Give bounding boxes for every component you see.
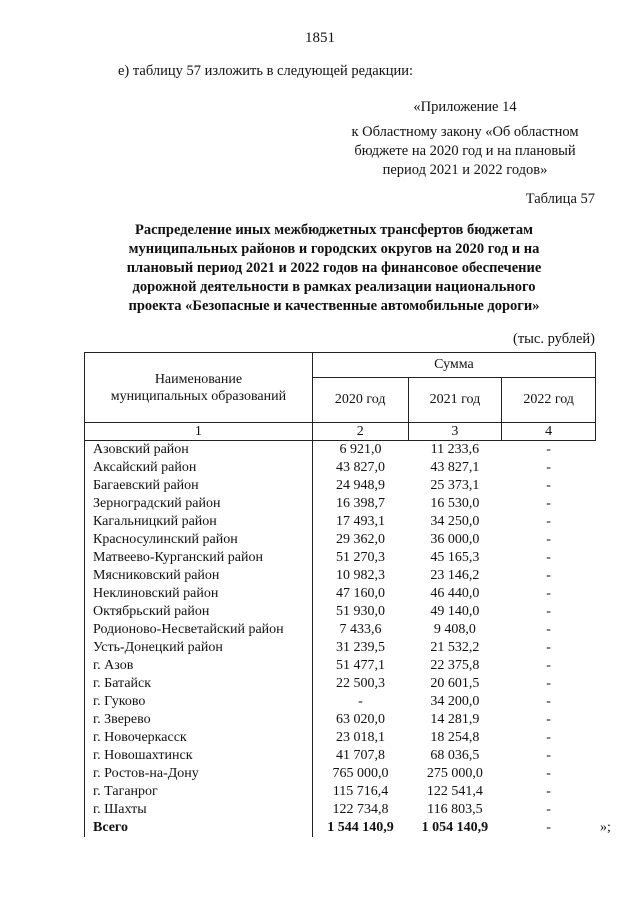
municipality-name: г. Таганрог [85,783,313,801]
table-row [85,441,596,460]
municipality-name: г. Батайск [85,675,313,693]
value-2020: 51 930,0 [335,604,385,619]
page-number: 1851 [305,30,335,46]
value-2020: 765 000,0 [332,766,389,781]
municipality-name: г. Зверево [85,711,313,729]
table-row [85,729,596,747]
header-sum: Сумма [312,353,595,378]
value-2022: - [546,514,551,529]
table-row [85,603,596,621]
value-2020: 7 433,6 [339,622,382,637]
value-2022: - [546,766,551,781]
appendix-line: «Приложение 14 [413,99,517,115]
value-2021: 116 803,5 [427,802,483,817]
appendix-reference [330,98,600,180]
title-line: плановый период 2021 и 2022 годов на финансовое обеспечение [126,260,542,276]
units-label: (тыс. рублей) [513,331,595,347]
value-2021: 34 250,0 [430,514,480,529]
value-2022: - [546,694,551,709]
municipality-name: Родионово-Несветайский район [85,621,313,639]
value-2020: 51 270,3 [335,550,385,565]
value-2021: 43 827,1 [430,460,480,475]
value-2021: 14 281,9 [430,712,480,727]
value-2022: - [546,802,551,817]
total-2020: 1 544 140,9 [327,820,394,835]
municipality-name: Кагальницкий район [85,513,313,531]
value-2021: 34 200,0 [430,694,480,709]
municipality-name: Усть-Донецкий район [85,639,313,657]
value-2022: - [546,640,551,655]
value-2020: 16 398,7 [335,496,385,511]
column-number: 4 [502,423,596,441]
value-2020: 115 716,4 [332,784,389,799]
value-2022: - [546,478,551,493]
appendix-line: к Областному закону «Об областном [351,124,579,140]
value-2020: 24 948,9 [335,478,385,493]
table-title [100,221,568,316]
value-2020: 51 477,1 [335,658,385,673]
closing-quote: »; [600,820,611,835]
header-2020: 2020 год [312,378,408,423]
municipality-name: г. Гуково [85,693,313,711]
municipality-name: Матвеево-Курганский район [85,549,313,567]
value-2022: - [546,496,551,511]
appendix-line: бюджете на 2020 год и на плановый [354,143,576,159]
table-row [85,549,596,567]
municipality-name: г. Ростов-на-Дону [85,765,313,783]
municipality-name: г. Новошахтинск [85,747,313,765]
value-2021: 11 233,6 [430,442,480,457]
value-2021: 45 165,3 [430,550,480,565]
municipality-name: Красносулинский район [85,531,313,549]
title-line: Распределение иных межбюджетных трансфертов бюджетам [135,222,533,238]
table-row [85,459,596,477]
table-row [85,675,596,693]
municipality-name: Октябрьский район [85,603,313,621]
amendment-intro: е) таблицу 57 изложить в следующей редакции: [118,63,414,79]
municipality-name: Неклиновский район [85,585,313,603]
value-2022: - [546,442,551,457]
column-number: 2 [312,423,408,441]
municipality-name: г. Шахты [85,801,313,819]
table-row [85,747,596,765]
value-2021: 275 000,0 [426,766,483,781]
value-2021: 20 601,5 [430,676,480,691]
value-2020: 23 018,1 [335,730,385,745]
municipality-name: Зерноградский район [85,495,313,513]
value-2021: 46 440,0 [430,586,480,601]
value-2020: 22 500,3 [335,676,385,691]
value-2021: 18 254,8 [430,730,480,745]
value-2022: - [546,730,551,745]
table-row [85,513,596,531]
municipality-name: г. Азов [85,657,313,675]
municipality-name: Багаевский район [85,477,313,495]
title-line: дорожной деятельности в рамках реализации национального [132,279,536,295]
value-2020: 17 493,1 [335,514,385,529]
appendix-line: период 2021 и 2022 годов» [382,162,548,178]
total-2021: 1 054 140,9 [421,820,489,835]
table-row [85,639,596,657]
header-name-line: муниципальных образований [110,388,287,404]
title-line: проекта «Безопасные и качественные автомобильные дороги» [128,298,540,314]
value-2022: - [546,784,551,799]
value-2021: 49 140,0 [430,604,480,619]
value-2020: 41 707,8 [335,748,385,763]
value-2021: 16 530,0 [430,496,480,511]
municipality-name: Азовский район [85,441,313,460]
table-row [85,693,596,711]
table-row [85,657,596,675]
table-row [85,801,596,819]
column-number: 1 [85,423,313,441]
total-2022: - [546,820,551,835]
value-2020: 10 982,3 [335,568,385,583]
value-2021: 23 146,2 [430,568,480,583]
value-2022: - [546,604,551,619]
value-2022: - [546,568,551,583]
value-2021: 68 036,5 [430,748,480,763]
table-row [85,711,596,729]
table-label: Таблица 57 [525,191,595,207]
value-2020: - [358,694,363,709]
value-2020: 6 921,0 [339,442,382,457]
municipality-name: Аксайский район [85,459,313,477]
table-row [85,477,596,495]
value-2021: 25 373,1 [430,478,480,493]
value-2020: 122 734,8 [332,802,389,817]
value-2022: - [546,622,551,637]
table-row [85,765,596,783]
total-row [85,819,596,837]
value-2020: 43 827,0 [335,460,385,475]
transfers-table [84,352,596,837]
table-row [85,567,596,585]
municipality-name: Мясниковский район [85,567,313,585]
value-2021: 21 532,2 [430,640,480,655]
total-label: Всего [85,819,313,837]
municipality-name: г. Новочеркасск [85,729,313,747]
value-2022: - [546,460,551,475]
table-row [85,783,596,801]
value-2021: 22 375,8 [430,658,480,673]
value-2020: 29 362,0 [335,532,385,547]
table-row [85,531,596,549]
table-row [85,585,596,603]
column-number: 3 [408,423,502,441]
value-2022: - [546,550,551,565]
header-name-line: Наименование [154,371,243,387]
value-2022: - [546,586,551,601]
value-2022: - [546,712,551,727]
header-2021: 2021 год [408,378,502,423]
value-2021: 36 000,0 [430,532,480,547]
value-2020: 63 020,0 [335,712,385,727]
value-2022: - [546,676,551,691]
value-2021: 9 408,0 [433,622,476,637]
title-line: муниципальных районов и городских округов на 2020 год и на [128,241,540,257]
value-2022: - [546,748,551,763]
table-row [85,495,596,513]
header-2022: 2022 год [502,378,596,423]
header-name [85,353,313,423]
table-row [85,621,596,639]
value-2020: 47 160,0 [335,586,385,601]
value-2021: 122 541,4 [426,784,483,799]
value-2022: - [546,658,551,673]
value-2022: - [546,532,551,547]
value-2020: 31 239,5 [335,640,385,655]
